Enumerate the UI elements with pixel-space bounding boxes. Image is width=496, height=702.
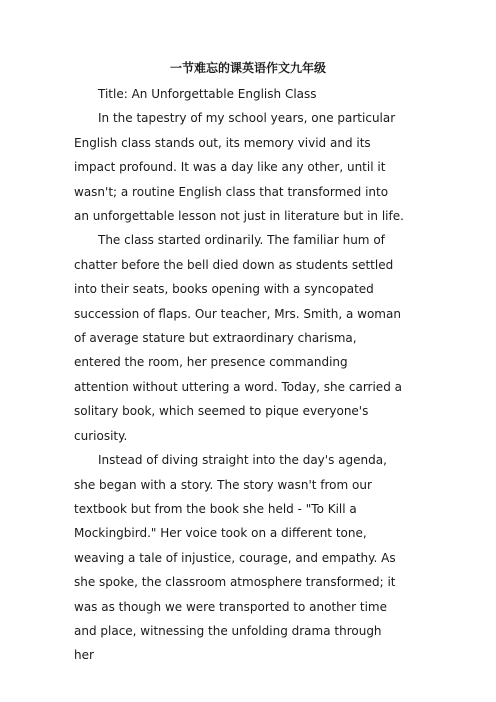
essay-title-line: Title: An Unforgettable English Class: [98, 87, 317, 101]
document-heading: 一节难忘的课英语作文九年级: [169, 61, 326, 75]
document-body: [74, 82, 404, 668]
paragraph-3: Instead of diving straight into the day's agenda, she began with a story. The story wasn't from our textbook but from the book she held - "To Kill a Mockingbird." Her voice took on a different tone, weaving a tale of injustice, courage, and empathy. As she spoke, the classroom atmosphere transformed; it was as though we were transported to another time and place, witnessing the unfolding drama through her: [74, 453, 396, 663]
paragraph-2: The class started ordinarily. The familiar hum of chatter before the bell died down as students settled into their seats, books opening with a syncopated succession of flaps. Our teacher, Mrs. Smith, a woman of average stature but extraordinary charisma, entered the room, her presence commanding attention without uttering a word. Today, she carried a solitary book, which seemed to pique everyone's curiosity.: [74, 233, 402, 443]
paragraph-1: In the tapestry of my school years, one particular English class stands out, its memory vivid and its impact profound. It was a day like any other, until it wasn't; a routine English class that transformed into an unforgettable lesson not just in literature but in life.: [74, 111, 404, 224]
